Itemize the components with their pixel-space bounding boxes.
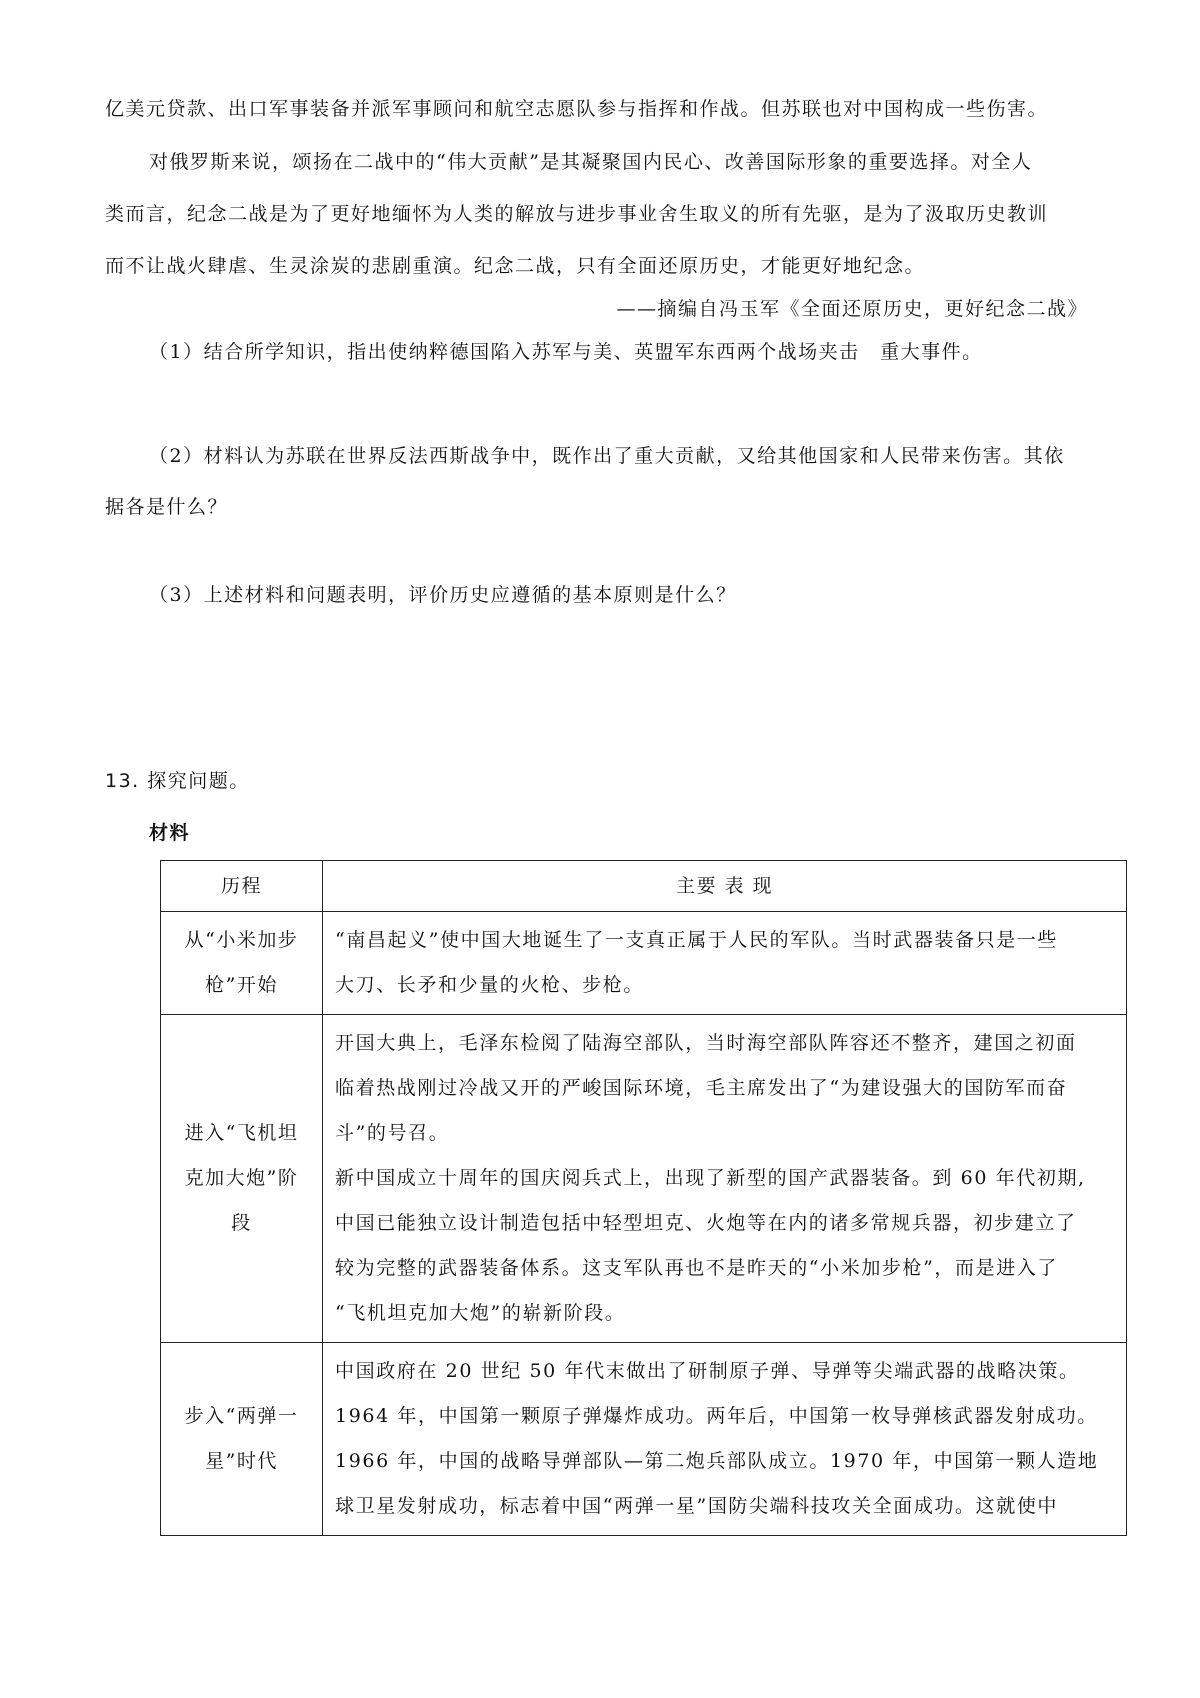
stage-cell — [161, 1015, 323, 1343]
stage-text: 进入“飞机坦 — [184, 1122, 299, 1144]
description-text: “飞机坦克加大炮”的崭新阶段。 — [335, 1302, 626, 1324]
stage-text: 星”时代 — [205, 1450, 278, 1472]
table-header-performance: 主要 表 现 — [323, 861, 1127, 912]
description-text: 较为完整的武器装备体系。这支军队再也不是昨天的“小米加步枪”，而是进入了 — [335, 1257, 1059, 1279]
material-label: 材料 — [149, 822, 191, 844]
question-2-line-1: （2）材料认为苏联在世界反法西斯战争中，既作出了重大贡献，又给其他国家和人民带来伤害。其依 — [149, 445, 1065, 467]
material-table — [160, 860, 1127, 1536]
description-text: 斗”的号召。 — [335, 1122, 450, 1144]
passage-line-4: 而不让战火肆虐、生灵涂炭的悲剧重演。纪念二战，只有全面还原历史，才能更好地纪念。 — [105, 255, 926, 277]
passage-line-1: 亿美元贷款、出口军事装备并派军事顾问和航空志愿队参与指挥和作战。但苏联也对中国构成一些伤害。 — [105, 98, 1049, 120]
description-text: 大刀、长矛和少量的火枪、步枪。 — [335, 974, 645, 996]
description-cell — [323, 1343, 1127, 1536]
description-text: 新中国成立十周年的国庆阅兵式上，出现了新型的国产武器装备。到 60 年代初期, — [335, 1167, 1086, 1189]
question-3: （3）上述材料和问题表明，评价历史应遵循的基本原则是什么？ — [149, 584, 737, 606]
description-text: “南昌起义”使中国大地诞生了一支真正属于人民的军队。当时武器装备只是一些 — [335, 929, 1059, 951]
table-row — [161, 912, 1127, 1015]
table-row — [161, 1015, 1127, 1343]
question-1: （1）结合所学知识，指出使纳粹德国陷入苏军与美、英盟军东西两个战场夹击 重大事件。 — [149, 341, 983, 363]
stage-text: 从“小米加步 — [184, 929, 299, 951]
passage-line-2: 对俄罗斯来说，颂扬在二战中的“伟大贡献”是其凝聚国内民心、改善国际形象的重要选择。对全人 — [149, 151, 1033, 173]
stage-text: 枪”开始 — [205, 974, 278, 996]
description-text: 临着热战刚过冷战又开的严峻国际环境，毛主席发出了“为建设强大的国防军而奋 — [335, 1077, 1068, 1099]
table-header-row — [161, 861, 1127, 912]
passage-source: ——摘编自冯玉军《全面还原历史，更好纪念二战》 — [616, 298, 1088, 320]
description-text: 1964 年，中国第一颗原子弹爆炸成功。两年后，中国第一枚导弹核武器发射成功。 — [335, 1405, 1098, 1427]
question-2-line-2: 据各是什么？ — [105, 496, 229, 518]
description-text: 中国政府在 20 世纪 50 年代末做出了研制原子弹、导弹等尖端武器的战略决策。 — [335, 1360, 1080, 1382]
table-header-stage: 历程 — [161, 861, 323, 912]
description-cell — [323, 912, 1127, 1015]
description-text: 中国已能独立设计制造包括中轻型坦克、火炮等在内的诸多常规兵器，初步建立了 — [335, 1212, 1077, 1234]
stage-text: 克加大炮”阶 — [184, 1167, 299, 1189]
stage-text: 段 — [231, 1212, 252, 1234]
table-row — [161, 1343, 1127, 1536]
stage-cell — [161, 912, 323, 1015]
description-cell — [323, 1015, 1127, 1343]
stage-cell — [161, 1343, 323, 1536]
description-text: 1966 年，中国的战略导弹部队—第二炮兵部队成立。1970 年，中国第一颗人造地 — [335, 1450, 1099, 1472]
question-13-title: 13. 探究问题。 — [105, 770, 250, 792]
stage-text: 步入“两弹一 — [184, 1405, 299, 1427]
passage-line-3: 类而言，纪念二战是为了更好地缅怀为人类的解放与进步事业舍生取义的所有先驱，是为了汲取历史教训 — [105, 203, 1049, 225]
description-text: 开国大典上，毛泽东检阅了陆海空部队，当时海空部队阵容还不整齐，建国之初面 — [335, 1032, 1077, 1054]
description-text: 球卫星发射成功，标志着中国“两弹一星”国防尖端科技攻关全面成功。这就使中 — [335, 1495, 1059, 1517]
